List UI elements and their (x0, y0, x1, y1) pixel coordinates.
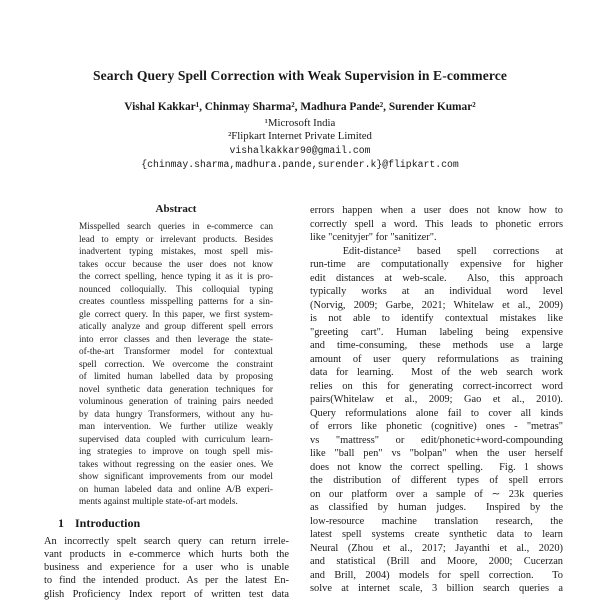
left-column (44, 200, 289, 600)
text-line: Misspelled search queries in e-commerce can (79, 222, 273, 232)
text-line: Edit-distance² based spell corrections at (310, 245, 563, 257)
text-line: data for learning. Most of the web search work (310, 367, 563, 378)
text-line: and statistical (Brill and Moore, 2000; Cucerzan (310, 556, 563, 567)
text-line: takes occur because the user does not know (79, 259, 273, 270)
right-column-text (310, 204, 563, 596)
text-line: amount of user query reformulations as training (310, 353, 563, 365)
affiliation-microsoft: ¹Microsoft India (264, 117, 336, 129)
text-line: novel synthetic data generation techniques for (79, 384, 273, 395)
text-line: correctly spell a word. This leads to phonetic errors (310, 218, 563, 230)
section-heading-introduction (44, 516, 289, 531)
right-column (310, 204, 563, 596)
paragraph (79, 221, 273, 509)
text-line: typically works at an individual word level (310, 286, 563, 297)
email-group: {chinmay.sharma,madhura.pande,surender.k}@flipkart.com (141, 159, 459, 170)
abstract-text (79, 221, 273, 509)
text-line: on human labeled data and online A/B experi- (79, 484, 273, 495)
text-line: ments against multiple state-of-art models. (79, 497, 238, 507)
text-line: glish Proficiency Index report of written test data (44, 588, 289, 600)
text-line: gle correct query. In this paper, we first system- (79, 309, 273, 320)
text-line: as classified by human judges. Inspired by the (310, 502, 563, 513)
text-line: latest spell systems create synthetic data to learn (310, 529, 563, 540)
text-line: voluminous generation of training pairs needed (79, 397, 273, 407)
affiliation-flipkart: ²Flipkart Internet Private Limited (228, 130, 372, 142)
abstract-heading: Abstract (155, 203, 197, 215)
email-primary: vishalkakkar90@gmail.com (229, 145, 371, 156)
text-line: An incorrectly spelt search query can return irrele- (44, 535, 289, 547)
text-line: business and experience for a user who is unable (44, 562, 289, 574)
text-line: is not able to identify contextual mistakes like (310, 313, 563, 324)
text-line: low-resource machine translation research, the (310, 515, 563, 527)
paper-title: Search Query Spell Correction with Weak Supervision in E-commerce (92, 68, 508, 83)
text-line: inadvertent typing mistakes, most spell mis- (79, 247, 273, 257)
text-line: and Brill, 2004) models for spell correction. To (310, 569, 563, 581)
text-line: does not know the correct spelling. Fig. 1 shows (310, 461, 563, 473)
text-line: of errors like phonetic (cognitive) ones - "metras" (310, 421, 563, 432)
text-line: the correct spelling, hence typing it as it is pro- (79, 272, 273, 282)
section-number: 1 (58, 515, 64, 530)
text-line: "greeting cart". Human labeling being expensive (310, 326, 563, 338)
text-line: show significant improvements from our model (79, 472, 273, 482)
text-line: nounced colloquially. This colloquial typing (79, 284, 273, 295)
paragraph (310, 245, 563, 596)
text-line: relies on this for generating correct-incorrect word (310, 380, 563, 392)
text-line: Neural (Zhou et al., 2017; Jayanthi et al., 2020) (310, 542, 563, 554)
text-line: like "ball pen" vs "bolpan" when the user herself (310, 448, 563, 459)
text-line: and time-consuming, these methods use a large (310, 340, 563, 351)
paragraph (44, 535, 289, 600)
text-line: the distribution of different types of spell errors (310, 475, 563, 486)
text-line: edit distances at web-scale. Also, this approach (310, 272, 563, 284)
author-line: Vishal Kakkar¹, Chinmay Sharma², Madhura Pande², Surender Kumar² (124, 101, 476, 113)
text-line: to find the intended product. As per the latest En- (44, 575, 289, 587)
text-line: atically analyze and group different spell errors (79, 322, 273, 332)
text-line: takes without regressing on the easier ones. We (79, 459, 273, 470)
text-line: run-time are computationally expensive for higher (310, 259, 563, 270)
text-line: man intervention. We further utilize weakly (79, 422, 273, 432)
text-line: lead to empty or irrelevant products. Besides (79, 234, 273, 245)
text-line: spell correction. We overcome the constraint (79, 359, 273, 370)
introduction-text (44, 535, 289, 600)
text-line: pairs(Whitelaw et al., 2009; Gao et al., 2010). (310, 394, 563, 405)
text-line: ing strategies to improve on tough spell mis- (79, 447, 273, 457)
paragraph (310, 204, 563, 245)
text-line: creates countless misspelling patterns for a sin- (79, 297, 273, 307)
text-line: vant products in e-commerce which hurts both the (44, 548, 289, 560)
text-line: by data hungry Transformers, without any hu- (79, 409, 273, 420)
text-line: supervised data coupled with curriculum learn- (79, 434, 273, 445)
text-line: Query reformulations alone fail to cover all kinds (310, 407, 563, 419)
text-line: like "cenityjer" for "sanitizer". (310, 232, 437, 243)
text-line: (Norvig, 2009; Garbe, 2021; Whitelaw et al., 2009) (310, 299, 563, 311)
text-line: vs "mattress" or edit/phonetic+word-compounding (310, 434, 563, 446)
text-line: of limited human labelled data by proposing (79, 372, 273, 382)
section-title: Introduction (75, 515, 141, 530)
text-line: solve at internet scale, 3 billion search queries a (310, 583, 563, 594)
text-line: errors happen when a user does not know how to (310, 205, 563, 216)
text-line: of-the-art Transformer model for contextual (79, 347, 273, 357)
text-line: into error classes and then leverage the state- (79, 334, 273, 345)
text-line: on our platform over a sample of ∼ 23k queries (310, 488, 563, 500)
